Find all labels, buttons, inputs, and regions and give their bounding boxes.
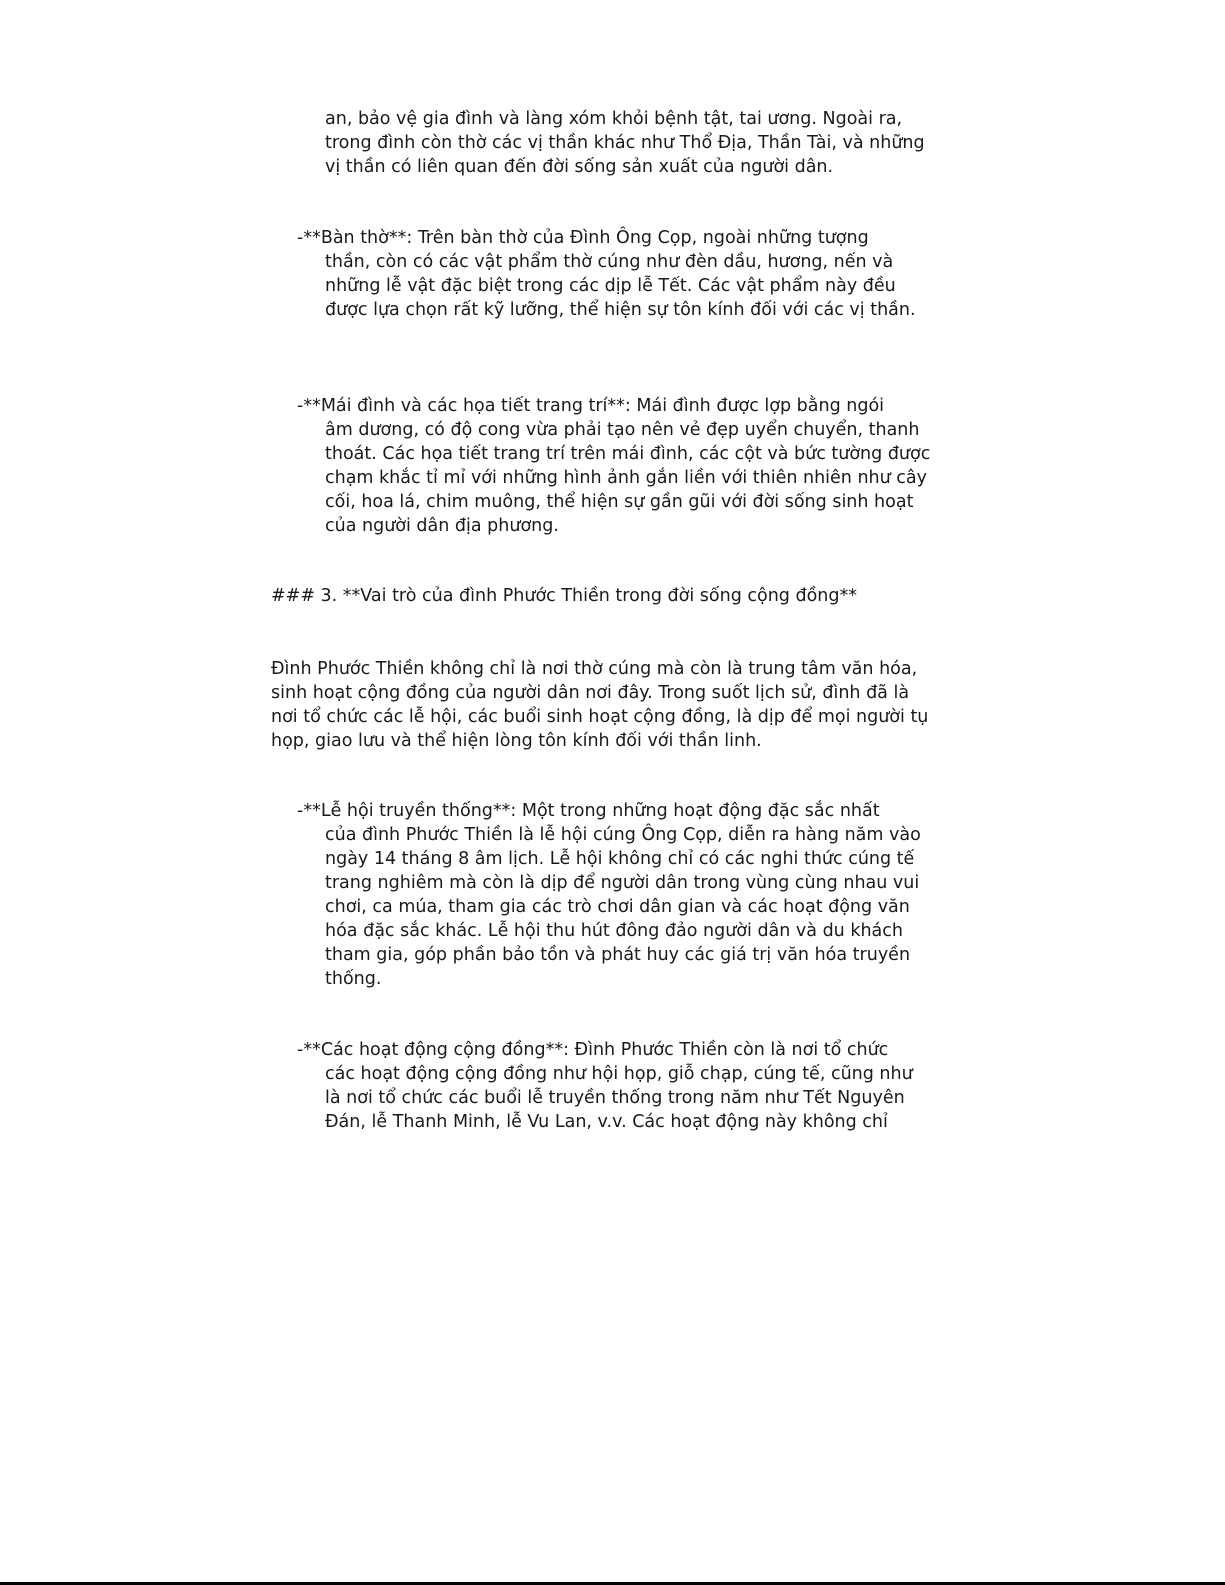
- bullet-line: Đán, lễ Thanh Minh, lễ Vu Lan, v.v. Các hoạt động này không chỉ: [325, 1112, 888, 1132]
- bullet-line: các hoạt động cộng đồng như hội họp, giỗ chạp, cúng tế, cũng như: [325, 1064, 913, 1084]
- heading-text: ### 3. **Vai trò của đình Phước Thiền trong đời sống cộng đồng**: [271, 586, 857, 606]
- intro-line: sinh hoạt cộng đồng của người dân nơi đây. Trong suốt lịch sử, đình đã là: [271, 683, 910, 703]
- bullet-mai-dinh: [297, 394, 930, 538]
- bullet-line: trang nghiêm mà còn là dịp để người dân trong vùng cùng nhau vui: [325, 873, 920, 893]
- bullet-first-line: -**Mái đình và các họa tiết trang trí**: Mái đình được lợp bằng ngói: [297, 396, 885, 416]
- continuation-line: vị thần có liên quan đến đời sống sản xuất của người dân.: [325, 157, 834, 177]
- bullet-line: cối, hoa lá, chim muông, thể hiện sự gần gũi với đời sống sinh hoạt: [325, 492, 914, 512]
- bullet-line: tham gia, góp phần bảo tồn và phát huy các giá trị văn hóa truyền: [325, 945, 911, 965]
- bullet-line: những lễ vật đặc biệt trong các dịp lễ Tết. Các vật phẩm này đều: [325, 276, 896, 296]
- intro-line: Đình Phước Thiền không chỉ là nơi thờ cúng mà còn là trung tâm văn hóa,: [271, 659, 918, 679]
- bullet-line: chơi, ca múa, tham gia các trò chơi dân gian và các hoạt động văn: [325, 897, 910, 917]
- bullet-line: hóa đặc sắc khác. Lễ hội thu hút đông đảo người dân và du khách: [325, 921, 903, 941]
- bullet-line: thoát. Các họa tiết trang trí trên mái đình, các cột và bức tường được: [325, 444, 931, 464]
- intro-line: nơi tổ chức các lễ hội, các buổi sinh hoạt cộng đồng, là dịp để mọi người tụ: [271, 707, 929, 727]
- continuation-paragraph: [325, 107, 925, 179]
- bullet-line: thống.: [325, 969, 382, 989]
- bullet-line: chạm khắc tỉ mỉ với những hình ảnh gắn liền với thiên nhiên như cây: [325, 468, 927, 488]
- bullet-hoat-dong: [297, 1038, 913, 1134]
- bullet-ban-tho: [297, 226, 916, 322]
- bullet-line: ngày 14 tháng 8 âm lịch. Lễ hội không chỉ có các nghi thức cúng tế: [325, 849, 915, 869]
- intro-paragraph: [271, 657, 928, 753]
- bullet-line: là nơi tổ chức các buổi lễ truyền thống trong năm như Tết Nguyên: [325, 1088, 905, 1108]
- continuation-line: trong đình còn thờ các vị thần khác như Thổ Địa, Thần Tài, và những: [325, 133, 925, 153]
- bullet-first-line: -**Các hoạt động cộng đồng**: Đình Phước Thiền còn là nơi tổ chức: [297, 1040, 889, 1060]
- section-heading: [271, 584, 857, 608]
- bullet-line: được lựa chọn rất kỹ lưỡng, thể hiện sự tôn kính đối với các vị thần.: [325, 300, 916, 320]
- bullet-line: thần, còn có các vật phẩm thờ cúng như đèn dầu, hương, nến và: [325, 252, 894, 272]
- bullet-le-hoi: [297, 799, 921, 991]
- bullet-line: của người dân địa phương.: [325, 516, 559, 536]
- bullet-line: âm dương, có độ cong vừa phải tạo nên vẻ đẹp uyển chuyển, thanh: [325, 420, 920, 440]
- bullet-first-line: -**Bàn thờ**: Trên bàn thờ của Đình Ông Cọp, ngoài những tượng: [297, 228, 869, 248]
- bullet-line: của đình Phước Thiền là lễ hội cúng Ông Cọp, diễn ra hàng năm vào: [325, 825, 921, 845]
- intro-line: họp, giao lưu và thể hiện lòng tôn kính đối với thần linh.: [271, 731, 762, 751]
- bullet-first-line: -**Lễ hội truyền thống**: Một trong những hoạt động đặc sắc nhất: [297, 801, 880, 821]
- continuation-line: an, bảo vệ gia đình và làng xóm khỏi bệnh tật, tai ương. Ngoài ra,: [325, 109, 903, 129]
